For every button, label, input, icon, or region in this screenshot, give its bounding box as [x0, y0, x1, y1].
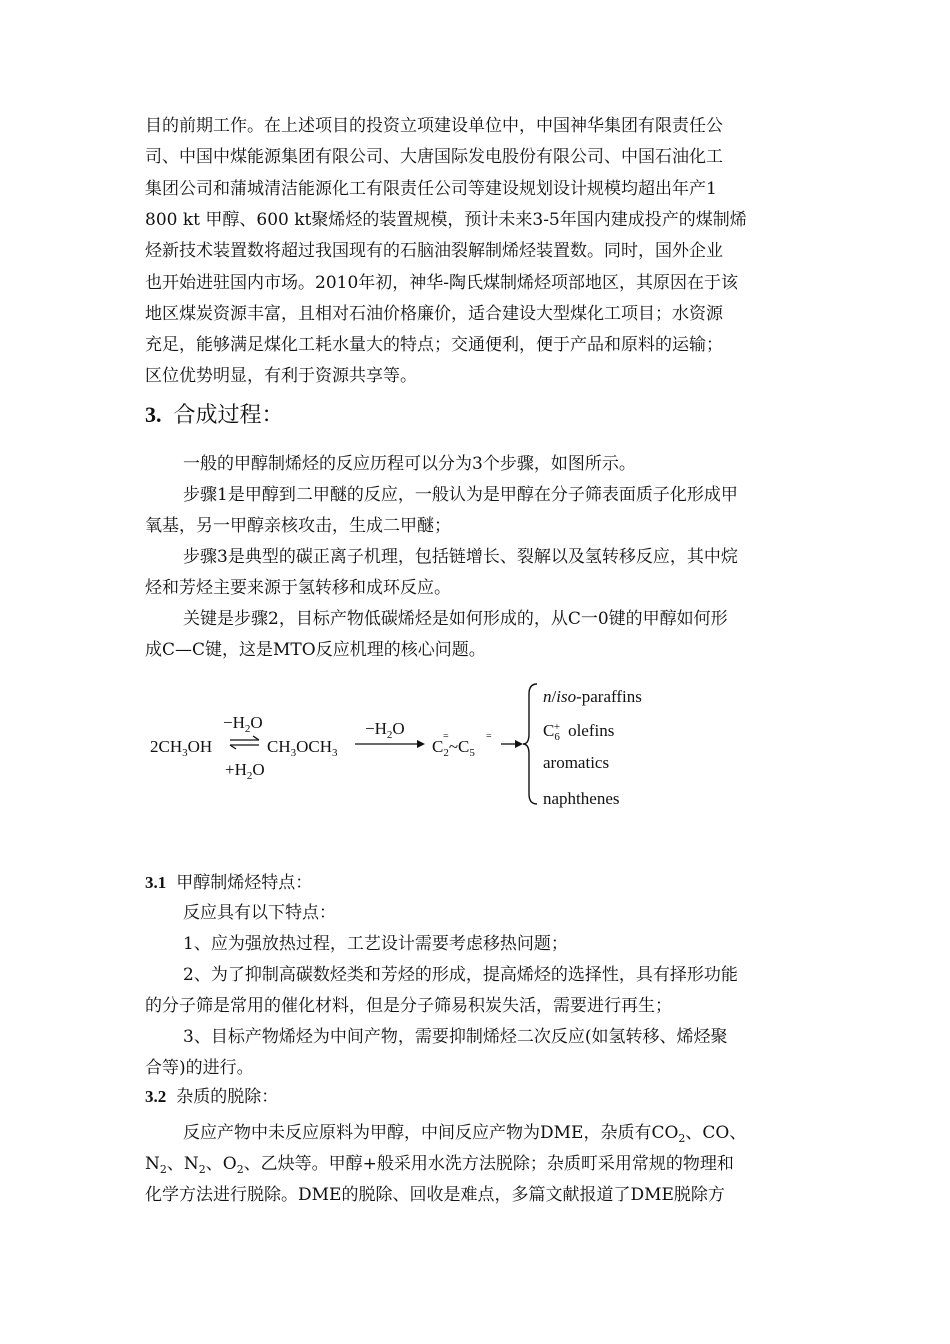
section-3-2-line-1: 反应产物中未反应原料为甲醇，中间反应产物为DME，杂质有$CO_2$、CO、: [183, 1123, 747, 1145]
hydration-condition: $+H_2O$: [225, 760, 265, 782]
section-3-1-title: 甲醇制烯烃特点：: [176, 873, 313, 893]
product-brace: [523, 684, 537, 804]
section-3-2-number: 3.2: [145, 1087, 167, 1106]
intro-line-4: 800 kt 甲醇、600 kt聚烯烃的装置规模，预计未来3-5年国内建成投产的煤制烯: [145, 209, 747, 230]
olefin-mark-2: =: [486, 731, 492, 742]
section-3-1-number: 3.1: [145, 873, 167, 892]
intro-line-5: 烃新技术装置数将超过我国现有的石脑油裂解制烯烃装置数。同时，国外企业: [145, 241, 723, 262]
section-3-line-2: 步骤1是甲醇到二甲醚的反应，一般认为是甲醇在分子筛表面质子化形成甲: [183, 485, 738, 505]
section-3-title: 合成过程：: [173, 403, 284, 428]
section-3-1-line-3: 2、为了抑制高碳数烃类和芳烃的形成，提高烯烃的选择性，具有择形功能: [183, 965, 738, 985]
section-3-2-title: 杂质的脱除：: [176, 1087, 279, 1107]
section-3-line-6: 关键是步骤2，目标产物低碳烯烃是如何形成的，从C一0键的甲醇如何形: [183, 609, 728, 629]
intro-line-2: 司、中国中煤能源集团有限公司、大唐国际发电股份有限公司、中国石油化工: [145, 147, 723, 168]
intro-line-7: 地区煤炭资源丰富，且相对石油价格廉价，适合建设大型煤化工项目；水资源: [145, 303, 723, 324]
section-3-1-line-1: 反应具有以下特点：: [183, 903, 336, 923]
step3-arrow-head: [515, 740, 523, 748]
olefin-mark-1: =: [443, 731, 449, 742]
section-3-line-1: 一般的甲醇制烯烃的反应历程可以分为3个步骤，如图所示。: [183, 454, 636, 474]
light-olefin-range: $C_2\sim C_5$: [432, 737, 475, 759]
intro-line-1: 目的前期工作。在上述项目的投资立项建设单位中，中国神华集团有限责任公: [145, 116, 723, 136]
intro-line-8: 充足，能够满足煤化工耗水量大的特点；交通便利，便于产品和原料的运输；: [145, 335, 723, 356]
intro-line-3: 集团公司和蒲城清洁能源化工有限责任公司等建设规划设计规模均超出年产1: [145, 178, 717, 199]
section-3-line-7: 成C—C键，这是MTO反应机理的核心问题。: [145, 640, 486, 660]
section-3-line-3: 氧基，另一甲醇亲核攻击，生成二甲醚；: [145, 516, 451, 536]
dimethyl-ether: $CH_3OCH_3$: [267, 737, 338, 759]
section-3-2-line-3: 化学方法进行脱除。DME的脱除、回收是难点，多篇文献报道了DME脱除方: [145, 1185, 725, 1205]
section-3-2-line-2: $N_2$、$N_2$、$O_2$、乙炔等。甲醇+般采用水洗方法脱除；杂质町采用常规的物理和: [145, 1154, 734, 1176]
section-3-1-line-2: 1、应为强放热过程，工艺设计需要考虑移热问题；: [183, 934, 568, 954]
dehydration-condition: $-H_2O$: [223, 713, 263, 735]
reactant-methanol: $2CH_3OH$: [150, 737, 213, 759]
section-3-2-heading: [145, 1084, 278, 1110]
product-aromatics: aromatics: [543, 753, 610, 772]
reaction-scheme-svg: [145, 678, 665, 813]
section-3-line-5: 烃和芳烃主要来源于氢转移和成环反应。: [145, 578, 451, 598]
section-3-number: 3.: [145, 402, 162, 427]
section-3-1-line-6: 合等)的进行。: [145, 1058, 254, 1078]
section-3-line-4: 步骤3是典型的碳正离子机理，包括链增长、裂解以及氢转移反应，其中烷: [183, 547, 738, 567]
product-naphthenes: naphthenes: [543, 789, 620, 808]
intro-line-6: 也开始进驻国内市场。2010年初，神华-陶氏煤制烯烃项部地区，其原因在于该: [145, 272, 739, 293]
product-olefins: $C_6+$ olefins: [543, 721, 615, 743]
section-3-1-line-4: 的分子筛是常用的催化材料，但是分子筛易积炭失活，需要进行再生；: [145, 996, 672, 1016]
product-paraffins: n/iso-paraffins: [543, 687, 642, 706]
section-3-1-heading: [145, 870, 312, 896]
step2-arrow-head: [417, 740, 425, 748]
step2-condition: $-H_2O$: [365, 719, 405, 741]
mto-reaction-scheme: [145, 678, 665, 813]
section-3-1-line-5: 3、目标产物烯烃为中间产物，需要抑制烯烃二次反应(如氢转移、烯烃聚: [183, 1027, 728, 1047]
section-3-heading: [145, 400, 284, 431]
intro-line-9: 区位优势明显，有利于资源共享等。: [145, 366, 417, 387]
